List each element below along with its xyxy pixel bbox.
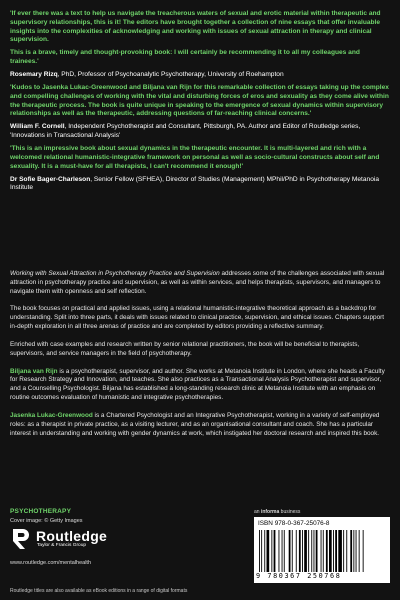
endorsement-3-name: Dr Sofie Bager-Charleson: [10, 175, 91, 183]
barcode-bar: [284, 530, 285, 572]
publisher-website: www.routledge.com/mentalhealth: [10, 560, 92, 566]
endorsement-1-text: 'If ever there was a text to help us navigate the treacherous waters of sexual and erotic material within therapeutic and supervisory relationships, this is it! The editors have brought together a collection of nine essays that offer invaluable insights into the complexities of acknowledging and working with issues of sexual attraction in therapy and clinical supervision.: [10, 10, 381, 44]
endorsement-2-text: 'Kudos to Jasenka Lukac-Greenwood and Biljana van Rijn for this remarkable collection of essays taking up the complex and compelling challenges of working with the vital and disturbing forces of eros and sexuality as they come alive within the therapeutic process. The book is quite unique in speaking to the emergence of sexual dynamics within supervisory relationships as well as the therapeutic, addressing questions of far-reaching clinical concerns.': [10, 84, 389, 118]
endorsement-2-attribution: [10, 123, 390, 140]
endorsement-1-name: Rosemary Rizq: [10, 70, 58, 78]
barcode-bar: [311, 530, 312, 572]
barcode-bar: [274, 530, 276, 572]
endorsement-2: [10, 84, 390, 140]
description-paragraph-1-rest: addresses some of the challenges associated with sexual attraction in psychotherapy practice and supervision, as well as within services, and helps therapists, supervisors, and managers to navigate them with openness and self reflection.: [10, 270, 385, 295]
cover-footer: [0, 500, 400, 600]
barcode-bar: [314, 530, 315, 572]
endorsement-1-attribution: [10, 71, 390, 80]
routledge-logo-icon: [10, 527, 32, 551]
barcode-bar: [271, 530, 272, 572]
barcode-bar: [296, 530, 297, 572]
barcode-bar: [326, 530, 328, 572]
endorsement-3-attribution: [10, 176, 390, 193]
barcode-bar: [279, 530, 280, 572]
publisher-group: Taylor & Francis Group: [37, 543, 87, 548]
isbn-label: ISBN 978-0-367-25076-8: [258, 520, 330, 527]
endorsement-2-role: , Independent Psychotherapist and Consultant, Pittsburgh, PA. Author and Editor of Routledge series, 'Innovations in Transactional Analysis': [10, 123, 361, 139]
barcode-bar: [292, 530, 293, 572]
author-1-name: Biljana van Rijn: [10, 367, 58, 375]
endorsement-3-role: , Senior Fellow (SFHEA), Director of Studies (Management) MPhil/PhD in Psychotherapy Metanoia Institute: [10, 175, 380, 192]
barcode-bar: [289, 530, 291, 572]
barcode-bar: [353, 530, 354, 572]
barcode-bar: [259, 530, 260, 572]
barcode-bar: [299, 530, 301, 572]
barcode-panel: [254, 517, 390, 583]
book-description: [10, 270, 390, 447]
barcode-bar: [267, 530, 270, 572]
author-bio-1: [10, 368, 390, 403]
barcode-bar: [316, 530, 318, 572]
barcode-bar: [338, 530, 342, 572]
barcode-bar: [323, 530, 324, 572]
endorsement-1: [10, 10, 390, 79]
barcode-bar: [335, 530, 337, 572]
author-1-bio: is a psychotherapist, supervisor, and author. She works at Metanoia Institute in London, where she heads a Faculty for Research Strategy and Innovation, and teaches. She also practices as a Transactional Analysis Psychotherapist and supervisor, and a Counselling Psychologist. Biljana has established a long-standing research clinic at Metanoia Institute with an emphasis on routine outcomes evaluation of humanistic and integrative psychotherapies.: [10, 367, 385, 402]
barcode-bar: [329, 530, 332, 572]
cover-image-credit: Cover image: © Getty Images: [10, 518, 83, 524]
barcode-bar: [346, 530, 347, 572]
subject-category: PSYCHOTHERAPY: [10, 508, 72, 515]
barcode-bar: [356, 530, 357, 572]
barcode-bar: [261, 530, 262, 572]
barcode-bar: [333, 530, 334, 572]
author-2-bio: is a Chartered Psychologist and an Integrative Psychotherapist, working in a variety of self-employed roles: as a therapist in private practice, as a visiting lecturer, and as an organisational consultant and coach. She has a particular interest in understanding and working with gender dynamics at work, which instigated her doctoral research and inspired this book.: [10, 411, 380, 437]
barcode-bar: [363, 530, 364, 572]
endorsements: [10, 10, 390, 198]
book-title: Working with Sexual Attraction in Psychotherapy Practice and Supervision: [10, 270, 220, 277]
barcode-bar: [350, 530, 352, 572]
barcode-bar: [343, 530, 344, 572]
barcode-bar: [264, 530, 265, 572]
barcode-bar: [359, 530, 360, 572]
barcode-bar: [308, 530, 309, 572]
description-paragraph-1: [10, 270, 390, 296]
endorsement-2-name: William F. Cornell: [10, 123, 65, 131]
publisher-logo: [10, 526, 130, 552]
ean-digits: 9 780367 250768: [256, 572, 342, 580]
barcode-bar: [304, 530, 307, 572]
barcode-bar: [302, 530, 303, 572]
endorsement-1-role: , PhD, Professor of Psychoanalytic Psychotherapy, University of Roehampton: [57, 70, 284, 78]
author-bio-2: [10, 412, 390, 438]
informa-prefix: an: [254, 509, 261, 515]
author-2-name: Jasenka Lukac-Greenwood: [10, 411, 93, 419]
description-paragraph-2: The book focuses on practical and applied issues, using a relational humanistic-integrative theoretical approach as a backdrop for understanding. Split into three parts, it deals with issues related to clinical practice, supervision, and ethical issues. Chapters support in-depth exploration in all three arenas of practice and are completed by editors providing a reflective summary.: [10, 305, 385, 331]
ebook-note: Routledge titles are also available as eBook editions in a range of digital formats: [10, 588, 188, 594]
informa-brand: informa: [260, 509, 280, 515]
endorsement-3: [10, 145, 390, 192]
informa-suffix: business: [279, 509, 301, 515]
barcode-bar: [282, 530, 283, 572]
publisher-name: Routledge: [36, 528, 108, 544]
informa-tagline: [254, 509, 300, 515]
endorsement-1-text-2: This is a brave, timely and thought-provoking book: I will certainly be recommending it to all my colleagues and trainees.': [10, 49, 360, 65]
endorsement-3-text: 'This is an impressive book about sexual dynamics in the therapeutic encounter. It is multi-layered and rich with a welcomed relational humanistic-integrative framework on personal as well as socio-cultural constructs about self and sexuality. It is a must-have for all therapists, I can't recommend it enough!': [10, 145, 380, 170]
barcode-bar: [321, 530, 322, 572]
barcode: [258, 530, 386, 572]
description-paragraph-3: Enriched with case examples and research written by senior relational practitioners, the book will be beneficial to therapists, supervisors, and service managers in the field of psychotherapy.: [10, 340, 360, 357]
